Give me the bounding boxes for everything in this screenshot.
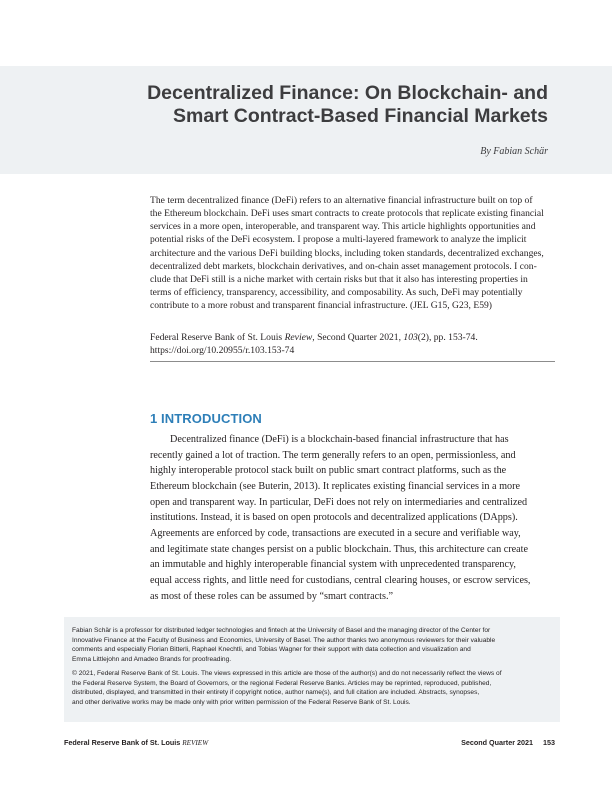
footer-issue-text: Second Quarter 2021 [461, 738, 533, 747]
copyright-note [72, 669, 556, 707]
body-paragraph [150, 432, 560, 604]
abstract-line: architecture and the various DeFi building blocks, including token standards, decentralized exchanges, [150, 247, 544, 259]
abstract-line: services in a more open, interoperable, and transparent way. This article highlights opportunities and [150, 221, 536, 233]
abstract-line: the Ethereum blockchain. DeFi uses smart contracts to create protocols that replicate existing financial [150, 208, 544, 220]
citation-volume: 103 [403, 332, 418, 343]
doi-link[interactable]: https://doi.org/10.20955/r.103.153-74 [150, 345, 295, 357]
footer-journal-name: REVIEW [182, 739, 209, 747]
body-line: Ethereum blockchain (see Buterin, 2013). It replicates existing financial services in a more [150, 480, 521, 492]
body-line: as most of these roles can be assumed by “smart contracts.” [150, 590, 394, 602]
abstract [150, 194, 555, 312]
copyright-line: distributed, displayed, and transmitted in their entirety if copyright notice, author name(s), and full citation are included. Abstracts, synopses, [72, 689, 480, 697]
body-line: highly interoperable protocol stack built on public smart contract platforms, such as the [150, 465, 507, 477]
author-byline: By Fabian Schär [480, 146, 548, 157]
divider [150, 361, 555, 362]
citation-suffix: (2), pp. 153-74. [417, 332, 478, 343]
author-note-line: Fabian Schär is a professor for distributed ledger technologies and fintech at the University of Basel and the managing director of the Center for [72, 627, 491, 634]
author-note [72, 626, 556, 664]
body-line: and legitimate state changes persist on a public blockchain. Thus, this architecture can create [150, 543, 529, 555]
citation [150, 331, 555, 357]
citation-middle: , Second Quarter 2021, [312, 332, 404, 343]
body-line: an immutable and highly interoperable financial system with unprecedented transparency, [150, 559, 516, 571]
abstract-line: contribute to a more robust and transparent financial infrastructure. (JEL G15, G23, E59) [150, 300, 492, 312]
body-line: equal access rights, and little need for custodians, central clearing houses, or escrow services, [150, 574, 531, 586]
author-note-line: Innovative Finance at the Faculty of Business and Economics, University of Basel. The author thanks two anonymous reviewers for their valuable [72, 636, 496, 644]
author-note-line: comments and especially Florian Bitterli, Raphael Knechtli, and Tobias Wagner for their support with data collection and visualization and [72, 646, 471, 654]
author-note-line: Emma Littlejohn and Amadeo Brands for proofreading. [72, 655, 232, 663]
footer-publisher: Federal Reserve Bank of St. Louis [64, 738, 183, 747]
abstract-line: clude that DeFi still is a niche market with certain risks but that it also has interesting properties in [150, 273, 528, 285]
copyright-line: and other derivative works may be made only with prior written permission of the Federal Reserve Bank of St. Louis. [72, 698, 411, 706]
section-heading: 1 INTRODUCTION [150, 411, 262, 426]
footer-journal [64, 738, 208, 747]
citation-line [150, 331, 555, 344]
copyright-line: © 2021, Federal Reserve Bank of St. Louis. The views expressed in this article are those of the author(s) and do not necessarily reflect the views of [72, 670, 502, 677]
body-line: open and transparent way. In particular, DeFi does not rely on intermediaries and centralized [150, 496, 528, 508]
article-title-line: Decentralized Finance: On Blockchain- and [147, 82, 548, 104]
body-line: recently gained a lot of traction. The term generally refers to an open, permissionless, and [150, 449, 516, 461]
abstract-line: The term decentralized finance (DeFi) refers to an alternative financial infrastructure built on top of [150, 195, 533, 206]
footer-issue [461, 738, 555, 747]
citation-journal: Review [284, 332, 313, 343]
copyright-line: the Federal Reserve System, the Board of Governors, or the regional Federal Reserve Banks. Articles may be reprinted, reproduced, published, [72, 679, 492, 687]
body-line: institutions. Instead, it is based on open protocols and decentralized applications (DApps). [150, 512, 518, 524]
abstract-line: decentralized debt markets, blockchain derivatives, and on-chain asset management protocols. I con- [150, 260, 537, 272]
abstract-line: terms of efficiency, transparency, accessibility, and composability. As such, DeFi may potentially [150, 287, 523, 299]
article-title [108, 82, 548, 128]
body-line: Agreements are enforced by code, transactions are executed in a secure and verifiable way, [150, 527, 521, 539]
body-line: Decentralized finance (DeFi) is a blockchain-based financial infrastructure that has [170, 434, 509, 445]
citation-prefix: Federal Reserve Bank of St. Louis [150, 332, 285, 343]
article-title-line: Smart Contract-Based Financial Markets [173, 105, 548, 127]
page-number: 153 [543, 738, 555, 747]
abstract-line: potential risks of the DeFi ecosystem. I propose a multi-layered framework to analyze the implicit [150, 234, 527, 246]
